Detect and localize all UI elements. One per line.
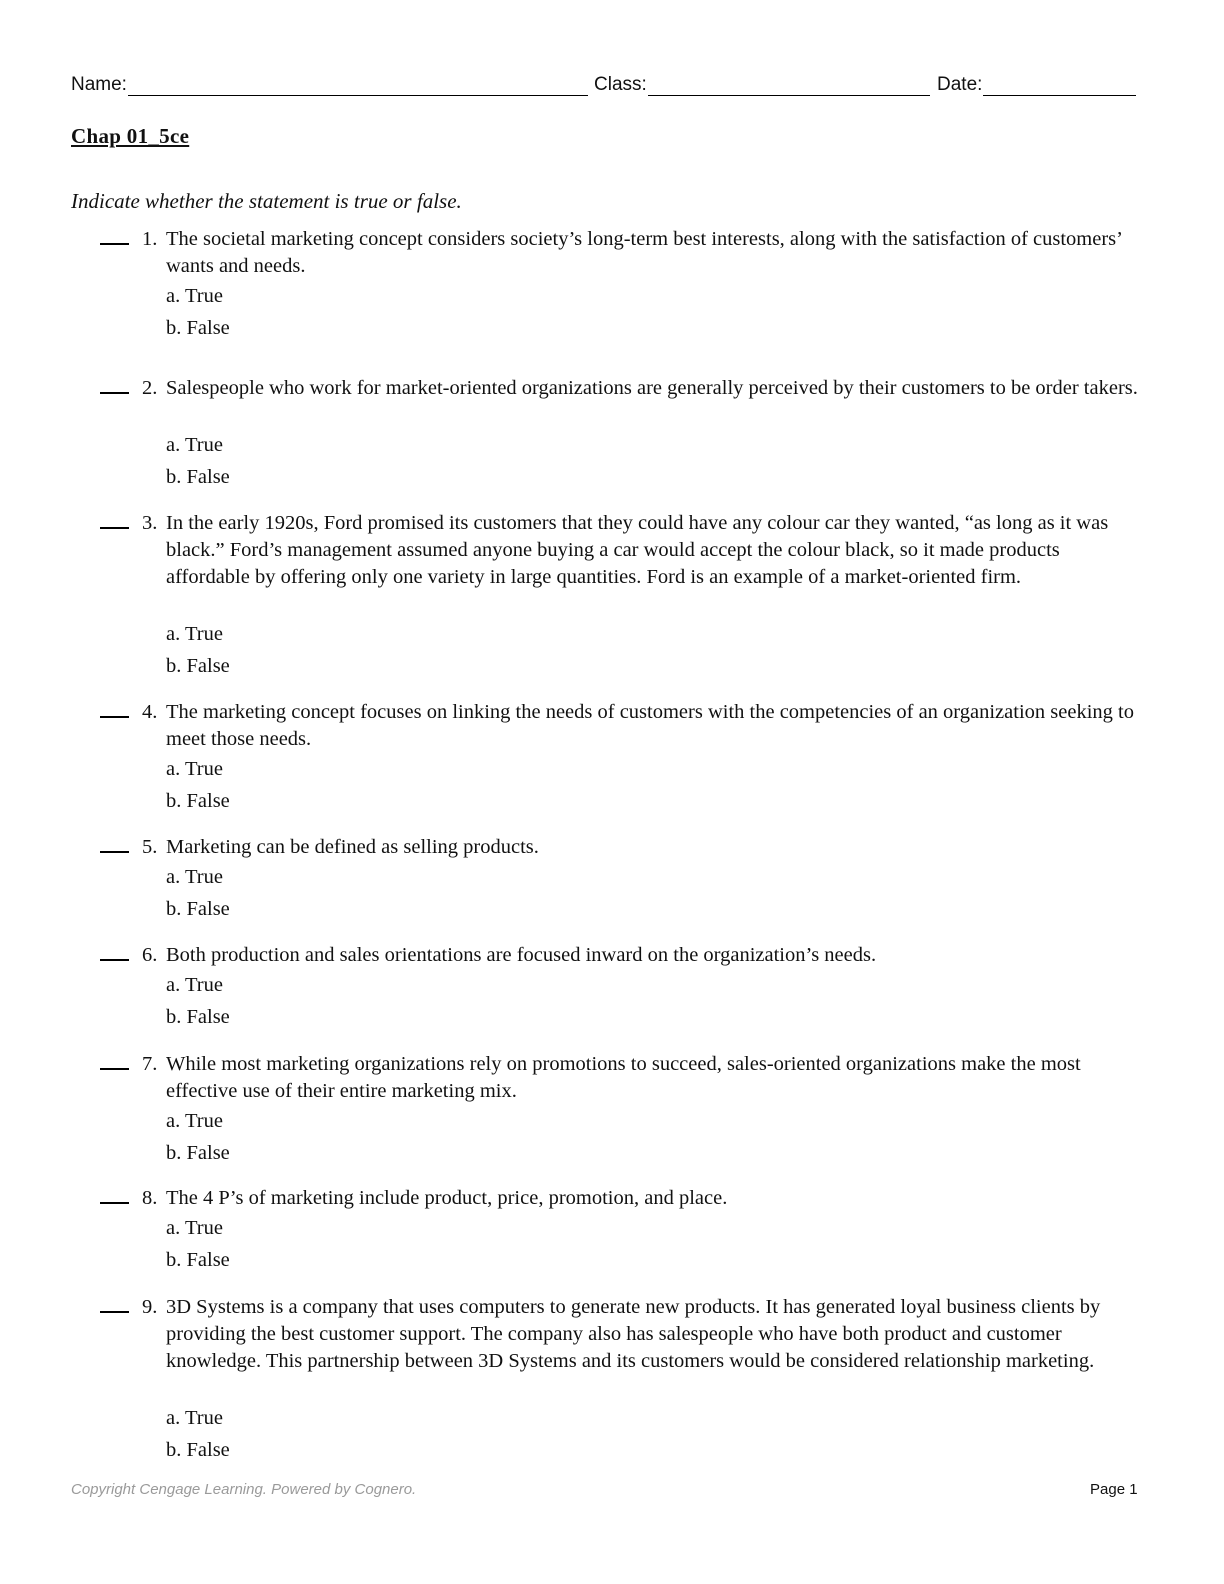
question-number: 5. — [142, 836, 158, 858]
question-number: 2. — [142, 377, 158, 399]
question-text: In the early 1920s, Ford promised its customers that they could have any colour car they wanted, “as long as it was black.” Ford’s management assumed anyone buying a car would accept the colour black, so it made products affordable by offering only one variety in large quantities. Ford is an example of a market-oriented firm. — [166, 512, 1109, 588]
header-fields — [71, 72, 1141, 98]
option-false: b. False — [166, 1249, 230, 1271]
question-number: 9. — [142, 1296, 158, 1318]
option-true: a. True — [166, 974, 223, 996]
answer-blank[interactable] — [100, 527, 129, 529]
question-text: Marketing can be defined as selling products. — [166, 836, 539, 858]
answer-blank[interactable] — [100, 1311, 129, 1313]
option-true: a. True — [166, 285, 223, 307]
option-true: a. True — [166, 623, 223, 645]
date-blank-line[interactable] — [983, 75, 1136, 96]
answer-blank[interactable] — [100, 716, 129, 718]
question-text: The marketing concept focuses on linking the needs of customers with the competencies of an organization seeking to meet those needs. — [166, 701, 1134, 750]
footer-copyright: Copyright Cengage Learning. Powered by Cognero. — [71, 1481, 417, 1498]
answer-blank[interactable] — [100, 959, 129, 961]
option-true: a. True — [166, 1217, 223, 1239]
answer-blank[interactable] — [100, 1068, 129, 1070]
page-number: Page 1 — [1090, 1481, 1138, 1498]
option-true: a. True — [166, 434, 223, 456]
class-label: Class: — [594, 74, 647, 95]
question-text: 3D Systems is a company that uses computers to generate new products. It has generated loyal business clients by providing the best customer support. The company also has salespeople who have both product and customer knowledge. This partnership between 3D Systems and its customers would be considered relationship marketing. — [166, 1296, 1101, 1372]
question-text: The 4 P’s of marketing include product, price, promotion, and place. — [166, 1187, 728, 1209]
question-number: 1. — [142, 228, 158, 250]
date-field[interactable] — [937, 72, 1136, 96]
question-number: 4. — [142, 701, 158, 723]
option-false: b. False — [166, 317, 230, 339]
option-false: b. False — [166, 790, 230, 812]
option-true: a. True — [166, 1407, 223, 1429]
answer-blank[interactable] — [100, 851, 129, 853]
question-text: Both production and sales orientations are focused inward on the organization’s needs. — [166, 944, 877, 966]
option-true: a. True — [166, 758, 223, 780]
answer-blank[interactable] — [100, 1202, 129, 1204]
class-field[interactable] — [594, 72, 930, 96]
name-field[interactable] — [71, 72, 588, 96]
question-text: The societal marketing concept considers society’s long-term best interests, along with the satisfaction of customers’ wants and needs. — [166, 228, 1122, 277]
name-blank-line[interactable] — [128, 75, 588, 96]
question-text: Salespeople who work for market-oriented organizations are generally perceived by their customers to be order takers. — [166, 377, 1138, 399]
instructions-text: Indicate whether the statement is true or false. — [71, 189, 462, 213]
option-true: a. True — [166, 1110, 223, 1132]
chapter-title: Chap 01_5ce — [71, 124, 190, 148]
name-label: Name: — [71, 74, 127, 95]
question-number: 3. — [142, 512, 158, 534]
option-false: b. False — [166, 466, 230, 488]
option-true: a. True — [166, 866, 223, 888]
date-label: Date: — [937, 74, 983, 95]
option-false: b. False — [166, 1439, 230, 1461]
question-number: 7. — [142, 1053, 158, 1075]
option-false: b. False — [166, 1006, 230, 1028]
question-number: 8. — [142, 1187, 158, 1209]
class-blank-line[interactable] — [648, 75, 930, 96]
option-false: b. False — [166, 1142, 230, 1164]
answer-blank[interactable] — [100, 392, 129, 394]
option-false: b. False — [166, 655, 230, 677]
answer-blank[interactable] — [100, 243, 129, 245]
question-number: 6. — [142, 944, 158, 966]
option-false: b. False — [166, 898, 230, 920]
question-text: While most marketing organizations rely on promotions to succeed, sales-oriented organizations make the most effective use of their entire marketing mix. — [166, 1053, 1081, 1102]
